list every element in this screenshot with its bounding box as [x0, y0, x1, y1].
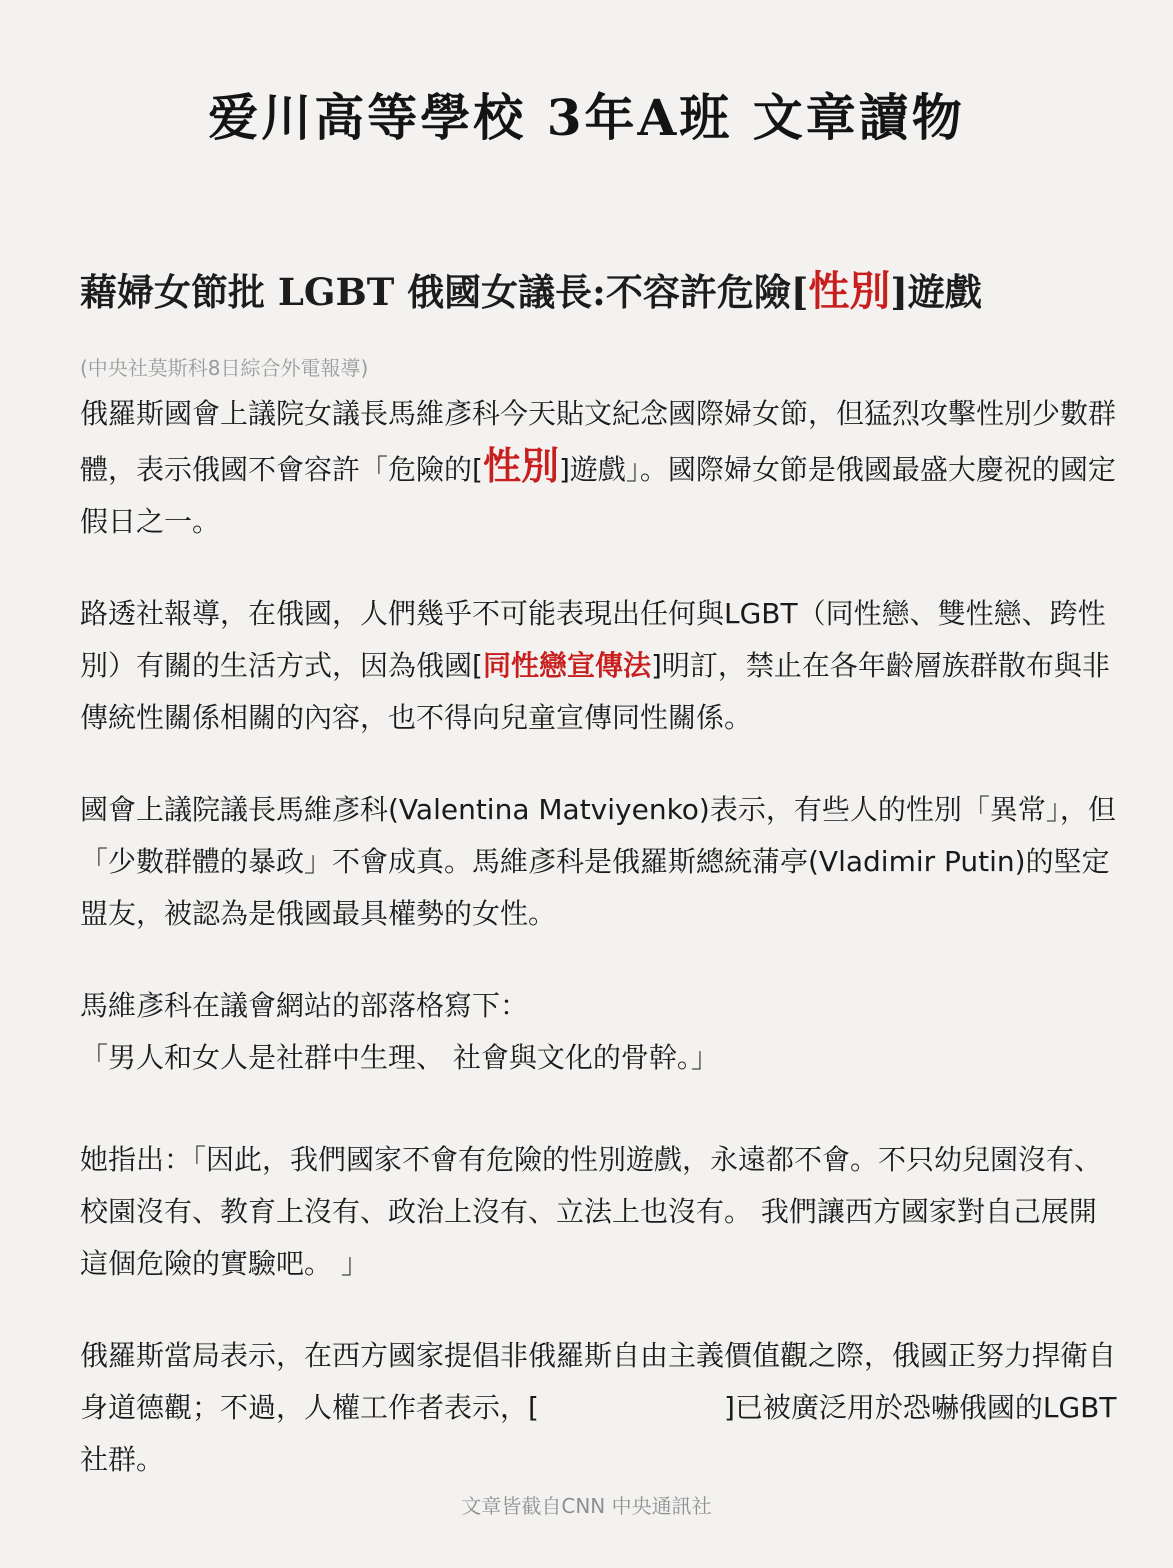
paragraph-6-text-a: 俄羅斯當局表示，在西方國家提倡非俄羅斯自由主義價值觀之際，俄國正努力捍衛自身道德觀；不過，人權工作者表示，[ — [80, 1339, 1117, 1424]
article-headline — [80, 258, 1120, 317]
paragraph-4 — [80, 980, 1120, 1084]
paragraph-4-quote: 「男人和女人是社群中生理、 社會與文化的骨幹。」 — [80, 1041, 719, 1074]
headline-text-post: ]遊戲 — [890, 270, 982, 314]
headline-text-pre: 藉婦女節批 LGBT 俄國女議長:不容許危險[ — [80, 270, 809, 314]
paragraph-2-emphasis: 同性戀宣傳法 — [482, 649, 651, 682]
paragraph-4-line-1: 馬維彥科在議會網站的部落格寫下： — [80, 989, 529, 1022]
source-footer: 文章皆截自CNN 中央通訊社 — [461, 1494, 712, 1518]
paragraph-1-text-a: 俄羅斯國會上議院女議長馬維彥科今天貼文紀念國際婦女節，但猛烈攻擊性別少數群體，表示俄國不會容許「危險的[ — [80, 397, 1117, 486]
paragraph-6-text-b: ]已被廣泛用於恐嚇俄國的LGBT社群。 — [80, 1391, 1117, 1476]
paragraph-1-emphasis: 性別 — [482, 443, 559, 488]
paragraph-2-text-b: ]明訂，禁止在各年齡層族群散布與非傳統性關係相關的內容，也不得向兒童宣傳同性關係。 — [80, 649, 1110, 734]
paragraph-3: 國會上議院議長馬維彥科(Valentina Matviyenko)表示，有些人的性別「異常」，但「少數群體的暴政」不會成真。馬維彥科是俄羅斯總統蒲亭(Vladimir Putin)的堅定盟友，被認為是俄國最具權勢的女性。 — [80, 793, 1116, 930]
page-title: 爱川高等學校 3年A班 文章讀物 — [208, 88, 965, 147]
headline-emphasis: 性別 — [808, 267, 891, 315]
paragraph-2 — [80, 588, 1120, 744]
dateline: (中央社莫斯科8日綜合外電報導) — [80, 356, 369, 380]
paragraph-1 — [80, 388, 1120, 548]
paragraph-5: 她指出：「因此，我們國家不會有危險的性別遊戲，永遠都不會。不只幼兒園沒有、校園沒有、教育上沒有、政治上沒有、立法上也沒有。 我們讓西方國家對自己展開這個危險的實驗吧。 」 — [80, 1143, 1103, 1280]
paragraph-1-text-b: ]遊戲」。國際婦女節是俄國最盛大慶祝的國定假日之一。 — [80, 453, 1116, 538]
paragraph-2-text-a: 路透社報導，在俄國，人們幾乎不可能表現出任何與LGBT（同性戀、雙性戀、跨性別）有關的生活方式，因為俄國[ — [80, 597, 1106, 682]
paragraph-6 — [80, 1330, 1120, 1486]
